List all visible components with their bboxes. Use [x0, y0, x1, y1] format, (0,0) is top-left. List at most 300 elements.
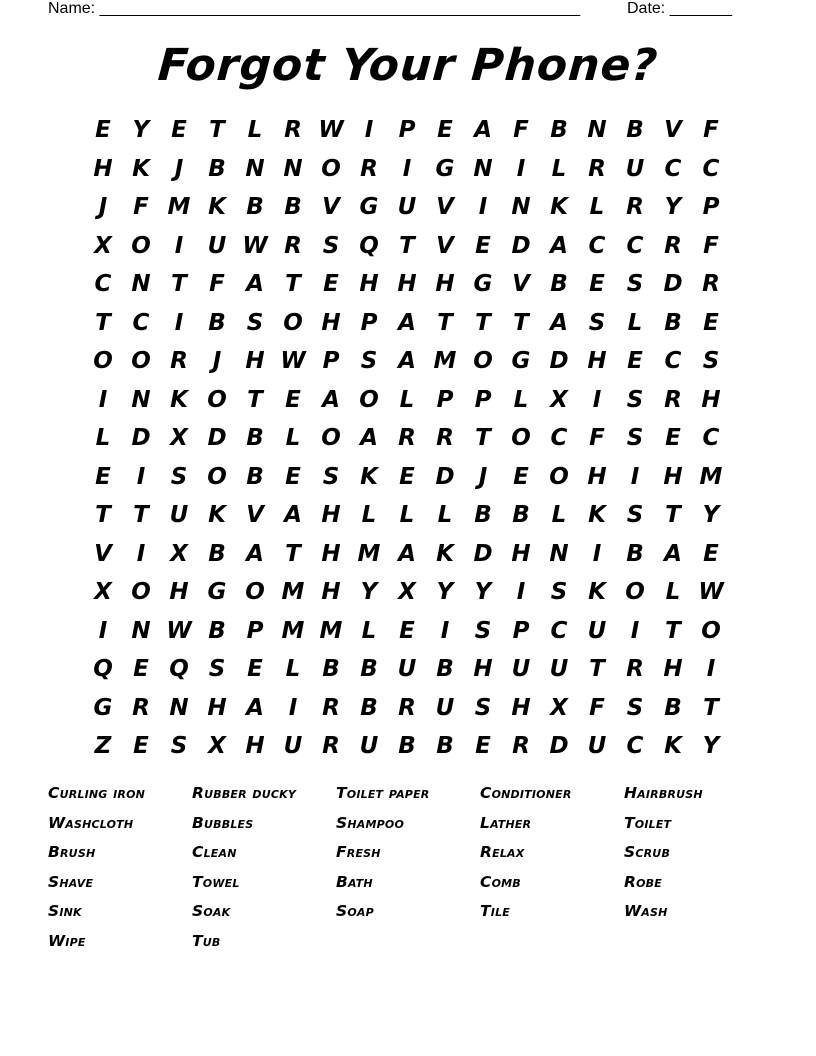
- grid-letter: T: [399, 232, 415, 259]
- grid-letter: T: [247, 386, 263, 413]
- grid-letter: P: [474, 386, 492, 413]
- grid-letter: E: [285, 463, 301, 490]
- grid-letter: H: [169, 579, 189, 605]
- grid-letter: B: [626, 117, 644, 143]
- grid-letter: T: [437, 309, 453, 336]
- grid-letter: R: [398, 425, 416, 451]
- letter-grid: [84, 111, 730, 766]
- grid-letter: U: [587, 617, 607, 644]
- grid-letter: O: [131, 348, 151, 374]
- grid-letter: M: [281, 579, 305, 605]
- grid-letter: E: [399, 463, 415, 490]
- grid-letter: U: [207, 232, 227, 259]
- grid-letter: R: [322, 694, 340, 721]
- grid-letter: Y: [132, 117, 150, 143]
- grid-letter: B: [208, 155, 226, 182]
- grid-letter: U: [397, 194, 417, 220]
- grid-letter: E: [133, 656, 149, 682]
- grid-letter: L: [665, 579, 681, 605]
- grid-letter: A: [398, 540, 416, 567]
- grid-letter: D: [473, 540, 493, 567]
- grid-letter: V: [94, 540, 112, 567]
- grid-letter: U: [397, 656, 417, 682]
- grid-letter: B: [512, 502, 530, 528]
- grid-letter: H: [587, 348, 607, 374]
- grid-letter: M: [319, 617, 343, 644]
- grid-letter: A: [398, 348, 416, 374]
- grid-letter: E: [703, 540, 719, 567]
- grid-letter: R: [626, 194, 644, 220]
- grid-letter: E: [513, 463, 529, 490]
- grid-letter: D: [511, 232, 531, 259]
- grid-letter: Q: [359, 232, 379, 259]
- grid-letter: P: [512, 617, 530, 644]
- grid-letter: J: [174, 155, 184, 182]
- grid-letter: O: [245, 579, 265, 605]
- grid-letter: H: [663, 463, 683, 490]
- grid-letter: I: [478, 194, 488, 220]
- grid-letter: R: [398, 694, 416, 721]
- grid-letter: T: [133, 502, 149, 528]
- grid-letter: A: [474, 117, 492, 143]
- word-bank-item: Shampoo: [336, 813, 404, 832]
- grid-letter: C: [664, 348, 682, 374]
- grid-letter: Q: [93, 656, 113, 682]
- grid-letter: E: [399, 617, 415, 644]
- grid-letter: T: [589, 656, 605, 682]
- grid-letter: U: [625, 155, 645, 182]
- grid-letter: O: [549, 463, 569, 490]
- grid-letter: R: [132, 694, 150, 721]
- grid-letter: N: [283, 155, 303, 182]
- grid-letter: X: [398, 579, 416, 605]
- grid-letter: V: [246, 502, 264, 528]
- grid-letter: U: [587, 733, 607, 759]
- grid-letter: Z: [94, 733, 112, 759]
- grid-letter: T: [95, 502, 111, 528]
- word-bank-item: Wipe: [48, 931, 86, 950]
- grid-letter: B: [208, 309, 226, 336]
- grid-letter: R: [436, 425, 454, 451]
- grid-letter: A: [360, 425, 378, 451]
- grid-letter: H: [663, 656, 683, 682]
- grid-letter: S: [550, 579, 568, 605]
- grid-letter: U: [511, 656, 531, 682]
- grid-letter: V: [664, 117, 682, 143]
- grid-letter: E: [665, 425, 681, 451]
- grid-letter: L: [627, 309, 643, 336]
- grid-letter: S: [474, 617, 492, 644]
- grid-letter: S: [588, 309, 606, 336]
- grid-letter: O: [321, 425, 341, 451]
- grid-letter: O: [321, 155, 341, 182]
- grid-letter: L: [361, 617, 377, 644]
- grid-letter: C: [626, 232, 644, 259]
- grid-letter: O: [131, 232, 151, 259]
- word-bank-item: Fresh: [336, 843, 381, 862]
- grid-letter: A: [246, 271, 264, 297]
- grid-letter: S: [170, 463, 188, 490]
- grid-letter: E: [475, 232, 491, 259]
- grid-letter: O: [207, 386, 227, 413]
- grid-letter: L: [551, 155, 567, 182]
- date-field-label: Date: _______: [627, 0, 732, 17]
- grid-letter: I: [98, 386, 108, 413]
- grid-letter: R: [360, 155, 378, 182]
- word-bank-item: Toilet paper: [336, 784, 430, 802]
- grid-letter: H: [359, 271, 379, 297]
- grid-letter: A: [322, 386, 340, 413]
- grid-letter: C: [550, 425, 568, 451]
- grid-letter: R: [322, 733, 340, 759]
- grid-letter: D: [207, 425, 227, 451]
- grid-letter: L: [285, 425, 301, 451]
- grid-letter: O: [283, 309, 303, 336]
- grid-letter: T: [475, 425, 491, 451]
- grid-letter: C: [588, 232, 606, 259]
- word-bank-item: Bubbles: [192, 813, 254, 832]
- grid-letter: I: [98, 617, 108, 644]
- word-bank-item: Conditioner: [480, 784, 572, 802]
- grid-letter: C: [702, 425, 720, 451]
- grid-letter: R: [512, 733, 530, 759]
- grid-letter: R: [284, 232, 302, 259]
- grid-letter: N: [587, 117, 607, 143]
- grid-letter: L: [95, 425, 111, 451]
- word-bank-item: Scrub: [624, 843, 671, 862]
- grid-letter: L: [361, 502, 377, 528]
- grid-letter: U: [359, 733, 379, 759]
- grid-letter: B: [246, 463, 264, 490]
- grid-letter: K: [436, 540, 454, 567]
- grid-letter: K: [132, 155, 150, 182]
- word-bank-item: Toilet: [624, 813, 672, 832]
- word-bank-item: Bath: [336, 872, 373, 891]
- grid-letter: B: [398, 733, 416, 759]
- grid-letter: H: [701, 386, 721, 413]
- grid-letter: K: [170, 386, 188, 413]
- grid-letter: W: [280, 348, 306, 374]
- grid-letter: W: [166, 617, 192, 644]
- grid-letter: I: [516, 155, 526, 182]
- grid-letter: A: [398, 309, 416, 336]
- grid-letter: O: [207, 463, 227, 490]
- grid-letter: B: [664, 309, 682, 336]
- grid-letter: Y: [702, 733, 720, 759]
- grid-letter: T: [513, 309, 529, 336]
- grid-letter: H: [321, 579, 341, 605]
- grid-letter: S: [626, 271, 644, 297]
- grid-letter: B: [436, 733, 454, 759]
- word-bank-item: Hairbrush: [624, 784, 703, 802]
- grid-letter: I: [402, 155, 412, 182]
- grid-letter: N: [473, 155, 493, 182]
- grid-letter: R: [664, 386, 682, 413]
- grid-letter: B: [626, 540, 644, 567]
- grid-letter: L: [589, 194, 605, 220]
- grid-letter: T: [209, 117, 225, 143]
- grid-letter: B: [360, 656, 378, 682]
- grid-letter: V: [436, 194, 454, 220]
- grid-letter: I: [706, 656, 716, 682]
- grid-letter: G: [359, 194, 379, 220]
- grid-letter: M: [433, 348, 457, 374]
- grid-letter: O: [511, 425, 531, 451]
- grid-letter: I: [364, 117, 374, 143]
- grid-letter: R: [588, 155, 606, 182]
- grid-letter: S: [626, 694, 644, 721]
- grid-letter: L: [285, 656, 301, 682]
- word-bank-item: Shave: [48, 872, 94, 891]
- grid-letter: B: [322, 656, 340, 682]
- grid-letter: L: [513, 386, 529, 413]
- word-bank-item: Towel: [192, 872, 240, 891]
- word-bank-item: Wash: [624, 902, 668, 921]
- grid-letter: Y: [360, 579, 378, 605]
- grid-letter: B: [284, 194, 302, 220]
- grid-letter: L: [551, 502, 567, 528]
- grid-letter: K: [208, 502, 226, 528]
- grid-letter: B: [360, 694, 378, 721]
- name-field-label: Name: ______________________________________________________: [48, 0, 581, 17]
- grid-letter: I: [288, 694, 298, 721]
- grid-letter: Q: [169, 656, 189, 682]
- grid-letter: V: [512, 271, 530, 297]
- grid-letter: Y: [474, 579, 492, 605]
- grid-letter: S: [170, 733, 188, 759]
- grid-letter: X: [170, 425, 188, 451]
- grid-letter: D: [131, 425, 151, 451]
- grid-letter: G: [207, 579, 227, 605]
- grid-letter: K: [208, 194, 226, 220]
- grid-letter: M: [357, 540, 381, 567]
- grid-letter: I: [516, 579, 526, 605]
- word-bank: [48, 779, 768, 957]
- grid-letter: D: [435, 463, 455, 490]
- grid-letter: N: [245, 155, 265, 182]
- grid-letter: N: [169, 694, 189, 721]
- grid-letter: P: [246, 617, 264, 644]
- grid-letter: P: [360, 309, 378, 336]
- grid-letter: I: [440, 617, 450, 644]
- grid-letter: S: [626, 425, 644, 451]
- grid-letter: C: [664, 155, 682, 182]
- grid-letter: E: [703, 309, 719, 336]
- grid-letter: E: [627, 348, 643, 374]
- grid-letter: V: [322, 194, 340, 220]
- grid-letter: G: [511, 348, 531, 374]
- grid-letter: T: [285, 540, 301, 567]
- word-bank-item: Tile: [480, 902, 510, 921]
- puzzle-title: Forgot Your Phone?: [156, 40, 660, 91]
- grid-letter: Y: [664, 194, 682, 220]
- grid-letter: R: [702, 271, 720, 297]
- grid-letter: D: [549, 348, 569, 374]
- grid-letter: B: [474, 502, 492, 528]
- grid-letter: I: [630, 617, 640, 644]
- grid-letter: J: [212, 348, 222, 374]
- grid-letter: H: [93, 155, 113, 182]
- grid-letter: P: [436, 386, 454, 413]
- grid-letter: H: [473, 656, 493, 682]
- grid-letter: B: [436, 656, 454, 682]
- grid-letter: A: [550, 309, 568, 336]
- grid-letter: M: [167, 194, 191, 220]
- grid-letter: E: [133, 733, 149, 759]
- grid-letter: A: [246, 694, 264, 721]
- grid-letter: V: [436, 232, 454, 259]
- grid-letter: O: [625, 579, 645, 605]
- grid-letter: R: [626, 656, 644, 682]
- grid-letter: M: [699, 463, 723, 490]
- grid-letter: I: [592, 386, 602, 413]
- grid-letter: I: [136, 540, 146, 567]
- grid-letter: B: [208, 617, 226, 644]
- grid-letter: O: [701, 617, 721, 644]
- word-bank-item: Sink: [48, 902, 82, 921]
- grid-letter: A: [284, 502, 302, 528]
- grid-letter: P: [398, 117, 416, 143]
- grid-letter: J: [98, 194, 108, 220]
- grid-letter: O: [473, 348, 493, 374]
- grid-letter: P: [322, 348, 340, 374]
- grid-letter: K: [360, 463, 378, 490]
- grid-letter: S: [322, 463, 340, 490]
- grid-letter: B: [550, 271, 568, 297]
- grid-letter: E: [475, 733, 491, 759]
- grid-letter: W: [698, 579, 724, 605]
- grid-letter: E: [589, 271, 605, 297]
- grid-letter: O: [359, 386, 379, 413]
- grid-letter: L: [247, 117, 263, 143]
- grid-letter: C: [626, 733, 644, 759]
- grid-letter: G: [473, 271, 493, 297]
- word-bank-item: Brush: [48, 843, 96, 862]
- grid-letter: E: [171, 117, 187, 143]
- word-bank-item: Curling iron: [48, 784, 146, 802]
- word-bank-item: Rubber ducky: [192, 784, 297, 802]
- grid-letter: X: [170, 540, 188, 567]
- grid-letter: F: [513, 117, 529, 143]
- word-bank-item: Tub: [192, 931, 221, 950]
- grid-letter: N: [511, 194, 531, 220]
- grid-letter: H: [587, 463, 607, 490]
- grid-letter: H: [321, 502, 341, 528]
- grid-letter: R: [664, 232, 682, 259]
- grid-letter: F: [209, 271, 225, 297]
- grid-letter: H: [245, 733, 265, 759]
- grid-letter: S: [322, 232, 340, 259]
- grid-letter: F: [589, 694, 605, 721]
- grid-letter: E: [285, 386, 301, 413]
- grid-letter: T: [703, 694, 719, 721]
- grid-letter: R: [284, 117, 302, 143]
- grid-letter: A: [664, 540, 682, 567]
- grid-letter: B: [550, 117, 568, 143]
- grid-letter: M: [281, 617, 305, 644]
- grid-letter: N: [131, 617, 151, 644]
- grid-letter: R: [170, 348, 188, 374]
- grid-letter: T: [285, 271, 301, 297]
- grid-letter: N: [549, 540, 569, 567]
- grid-letter: S: [702, 348, 720, 374]
- grid-letter: H: [397, 271, 417, 297]
- grid-letter: X: [550, 386, 568, 413]
- grid-letter: K: [588, 579, 606, 605]
- grid-letter: N: [131, 271, 151, 297]
- grid-letter: X: [94, 579, 112, 605]
- grid-letter: I: [592, 540, 602, 567]
- grid-letter: A: [246, 540, 264, 567]
- grid-letter: F: [703, 232, 719, 259]
- word-bank-item: Relax: [480, 843, 525, 862]
- grid-letter: W: [318, 117, 344, 143]
- grid-letter: B: [246, 425, 264, 451]
- grid-letter: Y: [702, 502, 720, 528]
- grid-letter: T: [95, 309, 111, 336]
- grid-letter: L: [437, 502, 453, 528]
- grid-letter: B: [246, 194, 264, 220]
- grid-letter: C: [702, 155, 720, 182]
- grid-letter: D: [549, 733, 569, 759]
- grid-letter: H: [245, 348, 265, 374]
- grid-letter: T: [475, 309, 491, 336]
- grid-letter: C: [94, 271, 112, 297]
- grid-letter: K: [588, 502, 606, 528]
- grid-letter: I: [174, 309, 184, 336]
- grid-letter: H: [207, 694, 227, 721]
- grid-letter: T: [665, 502, 681, 528]
- grid-letter: F: [133, 194, 149, 220]
- grid-letter: U: [169, 502, 189, 528]
- grid-letter: H: [321, 540, 341, 567]
- grid-letter: L: [399, 386, 415, 413]
- grid-letter: W: [242, 232, 268, 259]
- grid-letter: X: [94, 232, 112, 259]
- grid-letter: S: [626, 502, 644, 528]
- grid-letter: K: [550, 194, 568, 220]
- word-bank-item: Lather: [480, 813, 532, 832]
- word-bank-item: Washcloth: [48, 813, 134, 832]
- word-bank-item: Comb: [480, 872, 521, 891]
- grid-letter: I: [174, 232, 184, 259]
- word-bank-item: Soak: [192, 902, 231, 921]
- grid-letter: I: [136, 463, 146, 490]
- word-bank-item: Robe: [624, 872, 662, 891]
- grid-letter: C: [132, 309, 150, 336]
- grid-letter: I: [630, 463, 640, 490]
- grid-letter: H: [321, 309, 341, 336]
- grid-letter: S: [246, 309, 264, 336]
- grid-letter: H: [511, 540, 531, 567]
- grid-letter: H: [511, 694, 531, 721]
- grid-letter: S: [474, 694, 492, 721]
- grid-letter: J: [478, 463, 488, 490]
- grid-letter: O: [93, 348, 113, 374]
- grid-letter: N: [131, 386, 151, 413]
- grid-letter: U: [549, 656, 569, 682]
- grid-letter: F: [589, 425, 605, 451]
- grid-letter: S: [626, 386, 644, 413]
- grid-letter: G: [435, 155, 455, 182]
- grid-letter: X: [550, 694, 568, 721]
- grid-letter: U: [435, 694, 455, 721]
- grid-letter: E: [323, 271, 339, 297]
- grid-letter: X: [208, 733, 226, 759]
- grid-letter: T: [171, 271, 187, 297]
- grid-letter: Y: [436, 579, 454, 605]
- grid-letter: S: [360, 348, 378, 374]
